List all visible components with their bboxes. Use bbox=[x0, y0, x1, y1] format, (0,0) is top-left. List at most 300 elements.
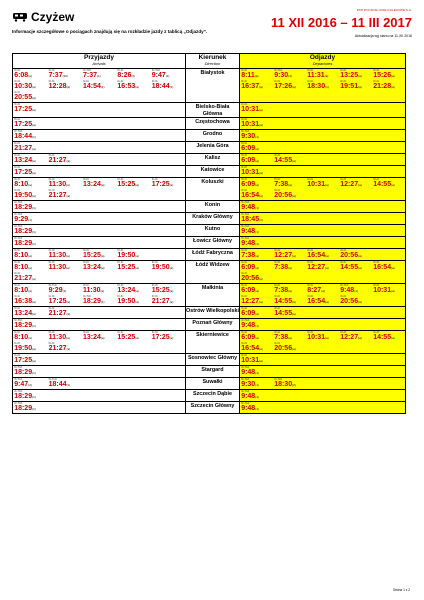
table-row bbox=[13, 319, 406, 331]
train-time: 9:48(1) bbox=[241, 240, 259, 248]
train-category: IC-TLK bbox=[14, 378, 23, 381]
train-note: (a) bbox=[391, 336, 395, 341]
table-row bbox=[13, 201, 406, 213]
train-note: (a) bbox=[135, 266, 139, 271]
train-category: IC-IC bbox=[241, 166, 248, 169]
train-time: 13:24(a) bbox=[14, 157, 36, 165]
train-time: 9:48(1) bbox=[241, 228, 259, 236]
train-time: 20:55(a) bbox=[14, 94, 36, 102]
train-time: 21:27(a) bbox=[48, 345, 71, 353]
table-row bbox=[13, 331, 406, 354]
train-entry bbox=[151, 80, 185, 91]
train-note: (a) bbox=[254, 74, 259, 79]
train-time: 21:27(a) bbox=[48, 310, 71, 318]
train-category: IC-IC bbox=[274, 284, 281, 287]
train-time: 14:55(a) bbox=[373, 181, 395, 189]
train-time: 15:25(a) bbox=[82, 252, 105, 260]
train-time: 9:29(1) bbox=[48, 287, 67, 295]
train-category: IC-IC bbox=[82, 178, 90, 181]
train-time: 16:54(a) bbox=[241, 345, 263, 353]
train-time: 13:24(a) bbox=[82, 181, 105, 189]
train-entry bbox=[116, 284, 150, 295]
train-category: IC-IC bbox=[241, 354, 248, 357]
train-category: IC-TLK bbox=[14, 366, 23, 369]
train-category: IC-IC bbox=[82, 80, 90, 83]
train-note: (a) bbox=[28, 183, 32, 188]
direction-station: Małkinia bbox=[186, 284, 240, 307]
train-note: (a) bbox=[358, 85, 362, 90]
train-entry bbox=[372, 69, 405, 80]
train-note: (a) bbox=[32, 123, 36, 128]
train-entry bbox=[240, 378, 273, 389]
train-entry bbox=[47, 80, 81, 91]
train-time: 17:25(a) bbox=[14, 357, 36, 365]
train-category: IC-IC bbox=[373, 331, 380, 334]
table-row bbox=[13, 237, 406, 249]
train-category: IC-IC bbox=[14, 307, 21, 310]
train-category: IC-IC bbox=[307, 261, 314, 264]
train-category: IC-IC bbox=[307, 331, 314, 334]
train-entry bbox=[273, 307, 306, 318]
train-entry bbox=[82, 80, 116, 91]
train-note: (1) bbox=[325, 85, 329, 90]
train-category: IC-TLK bbox=[241, 319, 250, 322]
train-entry bbox=[306, 261, 339, 272]
train-category: IC-IC bbox=[241, 103, 248, 106]
train-icon bbox=[12, 12, 28, 22]
departures-cell bbox=[240, 402, 406, 414]
train-category: IC-IC bbox=[117, 331, 124, 334]
train-category: IC-IC bbox=[340, 80, 347, 83]
train-entry bbox=[151, 284, 185, 295]
train-time: 16:53(a) bbox=[117, 83, 139, 91]
train-category: IC-IC bbox=[307, 249, 314, 252]
train-category: IC-IC bbox=[14, 189, 21, 192]
train-entry bbox=[240, 118, 273, 129]
train-entry bbox=[372, 331, 405, 342]
train-entry bbox=[240, 103, 273, 114]
train-entry bbox=[306, 295, 339, 306]
train-note: (a) bbox=[391, 289, 395, 294]
train-time: 19:50(a) bbox=[14, 345, 36, 353]
train-time: 20:56(a) bbox=[274, 192, 296, 200]
train-entry bbox=[13, 307, 47, 318]
arrivals-cell bbox=[13, 307, 186, 319]
train-entry bbox=[13, 261, 47, 272]
table-row bbox=[13, 366, 406, 378]
train-note: (a) bbox=[135, 300, 139, 305]
train-time: 17:25(a) bbox=[48, 298, 71, 306]
train-note: (a) bbox=[255, 266, 259, 271]
train-time: 9:47(2) bbox=[14, 381, 32, 389]
train-category: IC-IC bbox=[48, 69, 55, 72]
train-time: 18:30(1) bbox=[307, 83, 329, 91]
train-note: (a) bbox=[259, 347, 263, 352]
train-note: (a) bbox=[28, 289, 32, 294]
train-category: IC-TLK bbox=[14, 390, 23, 393]
train-time: 20:56(a) bbox=[274, 345, 296, 353]
train-entry bbox=[13, 225, 47, 236]
train-category: IC-TLK bbox=[14, 319, 23, 322]
train-note: (a) bbox=[32, 312, 36, 317]
train-time: 7:37(1) bbox=[82, 72, 101, 80]
train-category: IC-IC bbox=[48, 342, 55, 345]
train-note: (a) bbox=[255, 312, 259, 317]
train-entry bbox=[240, 331, 273, 342]
train-entry bbox=[151, 178, 185, 189]
train-note: (1) bbox=[255, 242, 259, 247]
train-entry bbox=[273, 295, 306, 306]
train-note: (1) bbox=[32, 324, 36, 329]
train-category: IC-TLK bbox=[241, 201, 250, 204]
train-time: 9:48(1) bbox=[241, 322, 259, 330]
train-time: 13:24(a) bbox=[14, 310, 36, 318]
train-note: (a) bbox=[391, 266, 395, 271]
train-category: IC-TLK bbox=[241, 237, 250, 240]
train-entry bbox=[13, 331, 47, 342]
departures-cell bbox=[240, 130, 406, 142]
train-entry bbox=[47, 249, 81, 260]
train-category: IC-IC bbox=[340, 261, 347, 264]
train-entry bbox=[240, 307, 273, 318]
train-entry bbox=[82, 331, 116, 342]
train-note: (a) bbox=[292, 159, 296, 164]
train-time: 17:25(a) bbox=[14, 106, 36, 114]
train-category: IC-IC bbox=[14, 103, 21, 106]
table-row bbox=[13, 249, 406, 261]
direction-station: Sosnowiec Główny bbox=[186, 354, 240, 366]
train-time: 7:38(a) bbox=[241, 252, 259, 260]
train-category: IC-IC bbox=[117, 178, 124, 181]
train-time: 10:30(a) bbox=[14, 83, 36, 91]
departures-cell bbox=[240, 378, 406, 390]
train-note: (1) bbox=[32, 206, 36, 211]
train-entry bbox=[116, 178, 150, 189]
train-category: IC-TLK bbox=[340, 284, 349, 287]
train-entry bbox=[13, 201, 47, 212]
train-entry bbox=[47, 342, 81, 353]
train-note: (a) bbox=[100, 266, 105, 271]
train-note: (a) bbox=[292, 347, 296, 352]
direction-station: Suwałki bbox=[186, 378, 240, 390]
train-category: IC-IC bbox=[274, 80, 281, 83]
train-category: IC-IC bbox=[274, 261, 281, 264]
train-category: IC-IC bbox=[48, 331, 55, 334]
train-note: (a) bbox=[28, 266, 32, 271]
train-note: (a) bbox=[32, 85, 36, 90]
direction-header: Kierunek Direction bbox=[186, 54, 240, 69]
train-entry bbox=[240, 284, 273, 295]
train-note: (a) bbox=[169, 289, 174, 294]
train-entry bbox=[306, 69, 339, 80]
train-category: IC-IC bbox=[151, 331, 158, 334]
train-note: (a) bbox=[259, 300, 263, 305]
departures-cell bbox=[240, 354, 406, 366]
train-category: IC-IC bbox=[151, 80, 158, 83]
train-category: IC-IC bbox=[340, 69, 347, 72]
train-time: 15:25(a) bbox=[117, 181, 139, 189]
train-category: IC-IC bbox=[307, 178, 314, 181]
table-row bbox=[13, 307, 406, 319]
train-time: 10:31(a) bbox=[241, 169, 263, 177]
train-category: IC-IC bbox=[241, 284, 248, 287]
train-entry bbox=[47, 307, 81, 318]
train-category: IC-IC bbox=[48, 178, 55, 181]
train-category: IC-TLK bbox=[14, 402, 23, 405]
train-entry bbox=[306, 284, 339, 295]
train-entry bbox=[339, 249, 372, 260]
train-entry bbox=[13, 390, 47, 401]
train-category: IC-IC bbox=[340, 295, 347, 298]
train-category: IC-IC bbox=[274, 178, 281, 181]
train-category: IC-IC bbox=[373, 261, 380, 264]
train-entry bbox=[240, 80, 273, 91]
train-entry bbox=[47, 178, 81, 189]
train-category: IC-IC bbox=[241, 249, 248, 252]
train-note: (a) bbox=[66, 159, 71, 164]
departures-cell bbox=[240, 307, 406, 319]
train-category: IC-IC bbox=[14, 142, 21, 145]
departures-cell bbox=[240, 249, 406, 261]
train-entry bbox=[13, 237, 47, 248]
train-category: IC-IC bbox=[48, 249, 55, 252]
train-note: (1) bbox=[288, 74, 292, 79]
arrivals-cell bbox=[13, 378, 186, 390]
train-entry bbox=[151, 261, 185, 272]
train-entry bbox=[82, 178, 116, 189]
arrivals-cell bbox=[13, 103, 186, 118]
train-time: 10:31(a) bbox=[307, 181, 329, 189]
train-entry bbox=[339, 284, 372, 295]
train-note: (a) bbox=[292, 312, 296, 317]
train-time: 14:54(1) bbox=[82, 83, 105, 91]
train-time: 11:30(a) bbox=[48, 252, 70, 260]
train-time: 17:25(a) bbox=[151, 334, 174, 342]
train-category: IC-TLK bbox=[241, 390, 250, 393]
table-row bbox=[13, 118, 406, 130]
train-note: (a) bbox=[259, 277, 263, 282]
train-entry bbox=[240, 142, 273, 153]
train-note: (a) bbox=[28, 74, 32, 79]
train-category: IC-IC bbox=[14, 295, 21, 298]
train-time: 10:31(a) bbox=[241, 121, 263, 129]
train-entry bbox=[273, 342, 306, 353]
train-entry bbox=[13, 272, 47, 283]
train-entry bbox=[240, 130, 273, 141]
train-note: (a) bbox=[66, 312, 71, 317]
train-time: 18:44(1) bbox=[48, 381, 71, 389]
table-row bbox=[13, 178, 406, 201]
train-entry bbox=[47, 261, 81, 272]
train-note: (1) bbox=[259, 218, 263, 223]
train-note: (1) bbox=[32, 395, 36, 400]
train-time: 18:29(1) bbox=[14, 405, 36, 413]
train-entry bbox=[116, 80, 150, 91]
train-time: 9:30(1) bbox=[241, 381, 259, 389]
train-entry bbox=[82, 295, 116, 306]
train-entry bbox=[240, 166, 273, 177]
arrivals-cell bbox=[13, 319, 186, 331]
train-note: (a) bbox=[391, 74, 395, 79]
train-time: 6:09(a) bbox=[241, 334, 259, 342]
train-note: (1) bbox=[100, 300, 105, 305]
train-entry bbox=[306, 178, 339, 189]
train-time: 18:44(1) bbox=[151, 83, 174, 91]
train-category: IC-IC bbox=[373, 69, 380, 72]
train-time: 8:10(a) bbox=[14, 264, 32, 272]
departures-cell bbox=[240, 178, 406, 201]
train-category: IC-TLK bbox=[241, 402, 250, 405]
train-note: (a) bbox=[292, 85, 296, 90]
train-note: (a) bbox=[292, 300, 296, 305]
train-category: IC-IC bbox=[241, 272, 248, 275]
train-note: (a) bbox=[169, 183, 174, 188]
train-entry bbox=[151, 295, 185, 306]
train-category: IC-TLK bbox=[14, 225, 23, 228]
train-note: (a) bbox=[391, 85, 395, 90]
train-entry bbox=[47, 69, 81, 80]
train-entry bbox=[372, 80, 405, 91]
departures-cell bbox=[240, 261, 406, 284]
train-entry bbox=[47, 154, 81, 165]
arrivals-cell bbox=[13, 130, 186, 142]
train-category: IC-IC bbox=[14, 69, 21, 72]
train-category: IC-IC bbox=[307, 295, 314, 298]
train-entry bbox=[339, 295, 372, 306]
train-entry bbox=[13, 295, 47, 306]
train-entry bbox=[13, 284, 47, 295]
train-time: 11:30(a) bbox=[48, 181, 70, 189]
train-note: (a) bbox=[32, 277, 36, 282]
train-time: 21:27(a) bbox=[48, 157, 71, 165]
train-time: 15:25(a) bbox=[151, 287, 174, 295]
train-note: (a) bbox=[100, 289, 105, 294]
table-row bbox=[13, 69, 406, 103]
train-time: 16:38(a) bbox=[14, 298, 36, 306]
train-entry bbox=[273, 80, 306, 91]
train-time: 11:30(a) bbox=[48, 334, 70, 342]
train-time: 14:55(a) bbox=[373, 334, 395, 342]
train-category: IC-TLK bbox=[241, 366, 250, 369]
train-entry bbox=[240, 237, 273, 248]
train-time: 17:26(a) bbox=[274, 83, 296, 91]
train-category: IC-IC bbox=[14, 166, 21, 169]
departures-cell bbox=[240, 166, 406, 178]
arrivals-cell bbox=[13, 69, 186, 103]
direction-station: Katowice bbox=[186, 166, 240, 178]
train-category: IC-IC bbox=[241, 189, 248, 192]
train-note: (a) bbox=[32, 108, 36, 113]
train-category: IC-TLK bbox=[14, 237, 23, 240]
train-category: IC-IC bbox=[340, 178, 347, 181]
departures-header: Odjazdy Departures bbox=[240, 54, 406, 69]
train-time: 18:45(1) bbox=[241, 216, 263, 224]
train-note: (a) bbox=[321, 289, 325, 294]
train-note: (a) bbox=[135, 289, 139, 294]
table-row bbox=[13, 213, 406, 225]
train-category: IC-IC bbox=[117, 261, 124, 264]
train-category: IC-IC bbox=[241, 80, 248, 83]
train-category: IC-IC bbox=[82, 261, 90, 264]
arrivals-cell bbox=[13, 390, 186, 402]
train-note: (a) bbox=[288, 266, 292, 271]
train-entry bbox=[13, 166, 47, 177]
arrivals-cell bbox=[13, 118, 186, 130]
train-note: (a) bbox=[100, 183, 105, 188]
train-time: 8:27(a) bbox=[307, 287, 325, 295]
train-category: IC-TLK bbox=[274, 69, 283, 72]
train-note: (a) bbox=[324, 74, 329, 79]
train-category: IC-IC bbox=[14, 272, 21, 275]
train-time: 10:31(a) bbox=[241, 357, 263, 365]
page-header bbox=[12, 8, 412, 48]
departures-cell bbox=[240, 69, 406, 103]
train-time: 8:10(a) bbox=[14, 252, 32, 260]
train-time: 6:09(a) bbox=[241, 145, 259, 153]
table-row bbox=[13, 154, 406, 166]
train-category: IC-IC bbox=[241, 154, 248, 157]
train-category: IC-IC bbox=[117, 249, 124, 252]
train-entry bbox=[273, 331, 306, 342]
train-note: (a) bbox=[32, 359, 36, 364]
train-note: (a) bbox=[255, 336, 259, 341]
train-note: (a) bbox=[32, 194, 36, 199]
train-category: IC-IC bbox=[117, 295, 124, 298]
train-time: 12:27(a) bbox=[340, 181, 362, 189]
train-time: 16:54(a) bbox=[307, 298, 329, 306]
train-time: 17:25(a) bbox=[14, 121, 36, 129]
train-entry bbox=[13, 154, 47, 165]
train-time: 12:27(a) bbox=[340, 334, 362, 342]
train-note: (1) bbox=[354, 289, 358, 294]
departures-cell bbox=[240, 366, 406, 378]
arrivals-cell bbox=[13, 261, 186, 284]
train-entry bbox=[116, 249, 150, 260]
train-time: 13:24(a) bbox=[82, 264, 105, 272]
departures-cell bbox=[240, 284, 406, 307]
train-time: 21:27(a) bbox=[48, 192, 71, 200]
train-entry bbox=[82, 249, 116, 260]
departures-cell bbox=[240, 118, 406, 130]
train-entry bbox=[13, 80, 47, 91]
train-time: 20:56(a) bbox=[340, 252, 362, 260]
train-time: 7:38(a) bbox=[274, 287, 292, 295]
train-entry bbox=[240, 213, 273, 224]
train-time: 9:48(1) bbox=[241, 204, 259, 212]
train-note: (a) bbox=[255, 159, 259, 164]
train-note: (1) bbox=[255, 206, 259, 211]
train-entry bbox=[13, 378, 47, 389]
departures-cell bbox=[240, 154, 406, 166]
train-category: IC-IC bbox=[14, 80, 21, 83]
train-entry bbox=[273, 154, 306, 165]
train-time: 6:08(a) bbox=[14, 72, 32, 80]
train-time: 7:38(a) bbox=[274, 334, 292, 342]
direction-station: Łowicz Główny bbox=[186, 237, 240, 249]
train-time: 12:27(a) bbox=[241, 298, 263, 306]
train-note: (a) bbox=[32, 300, 36, 305]
train-note: (a) bbox=[325, 254, 329, 259]
train-time: 18:29(1) bbox=[82, 298, 105, 306]
train-category: IC-IC bbox=[48, 154, 55, 157]
train-entry bbox=[116, 69, 150, 80]
train-note: (1) bbox=[255, 230, 259, 235]
train-note: (a) bbox=[135, 183, 139, 188]
train-note: (a) bbox=[259, 194, 263, 199]
train-note: (1) bbox=[32, 135, 36, 140]
train-time: 6:09(a) bbox=[241, 157, 259, 165]
direction-station: Szczecin Główny bbox=[186, 402, 240, 414]
